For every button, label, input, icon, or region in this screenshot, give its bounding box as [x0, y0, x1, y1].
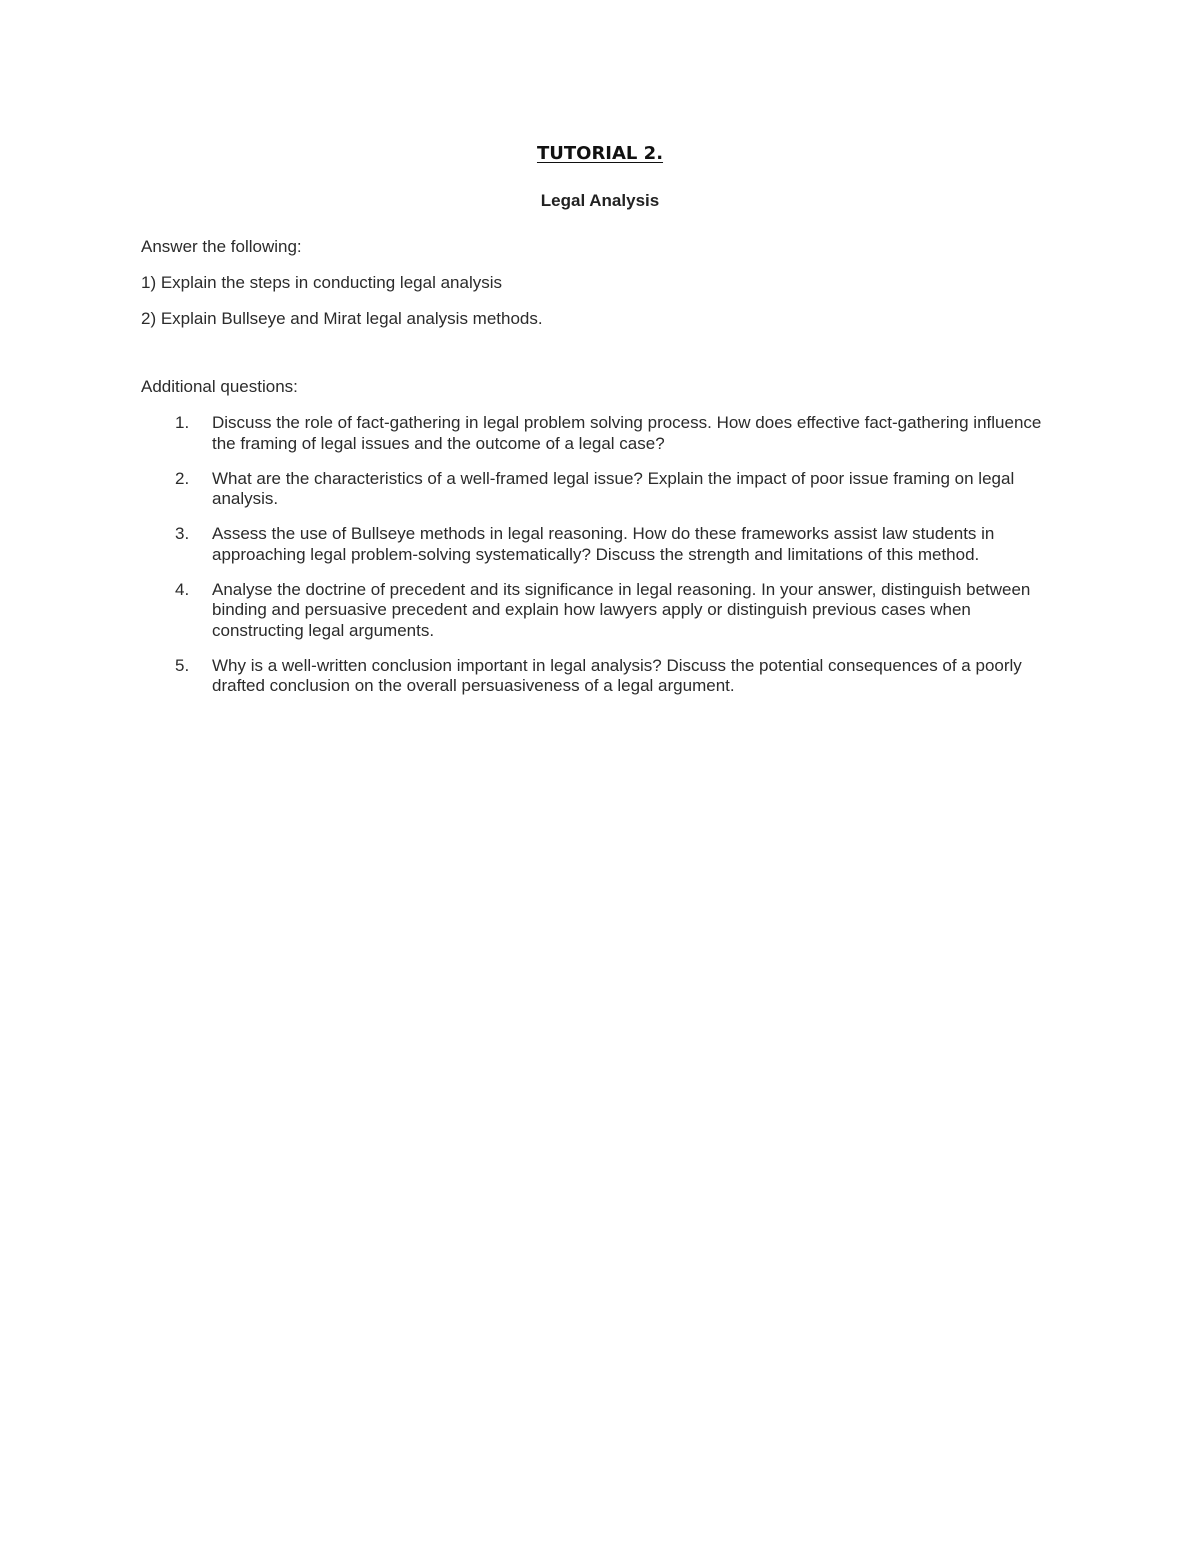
intro-text: Answer the following:: [141, 237, 302, 256]
main-question-2: 2) Explain Bullseye and Mirat legal analysis methods.: [141, 309, 543, 328]
additional-questions-list: [141, 413, 1061, 711]
list-item-text: Analyse the doctrine of precedent and its significance in legal reasoning. In your answer, distinguish between binding and persuasive precedent and explain how lawyers apply or distinguish previous cases when constructing legal arguments.: [212, 579, 1031, 640]
list-item-text: Why is a well-written conclusion important in legal analysis? Discuss the potential consequences of a poorly drafted conclusion on the overall persuasiveness of a legal argument.: [212, 655, 1022, 695]
list-item: [141, 413, 1061, 454]
list-item-number: 4.: [175, 579, 190, 599]
document-title-text: TUTORIAL 2.: [536, 143, 664, 164]
list-item-number: 1.: [175, 413, 190, 432]
list-item-text: What are the characteristics of a well-framed legal issue? Explain the impact of poor issue framing on legal analysis.: [212, 468, 1015, 508]
list-item-number: 2.: [175, 468, 190, 488]
document-title: [0, 143, 1200, 164]
list-item: [141, 580, 1061, 642]
additional-questions-heading: Additional questions:: [141, 377, 298, 396]
main-question-1: 1) Explain the steps in conducting legal analysis: [141, 273, 502, 292]
list-item-text: Assess the use of Bullseye methods in legal reasoning. How do these frameworks assist law students in approaching legal problem-solving systematically? Discuss the strength and limitations of this method.: [212, 524, 995, 564]
document-subtitle: Legal Analysis: [540, 191, 660, 210]
list-item-text: Discuss the role of fact-gathering in legal problem solving process. How does effective fact-gathering influence the framing of legal issues and the outcome of a legal case?: [212, 413, 1042, 453]
list-item-number: 3.: [175, 524, 190, 543]
list-item: [141, 469, 1061, 510]
list-item: [141, 524, 1061, 565]
list-item: [141, 656, 1061, 697]
list-item-number: 5.: [175, 655, 190, 675]
